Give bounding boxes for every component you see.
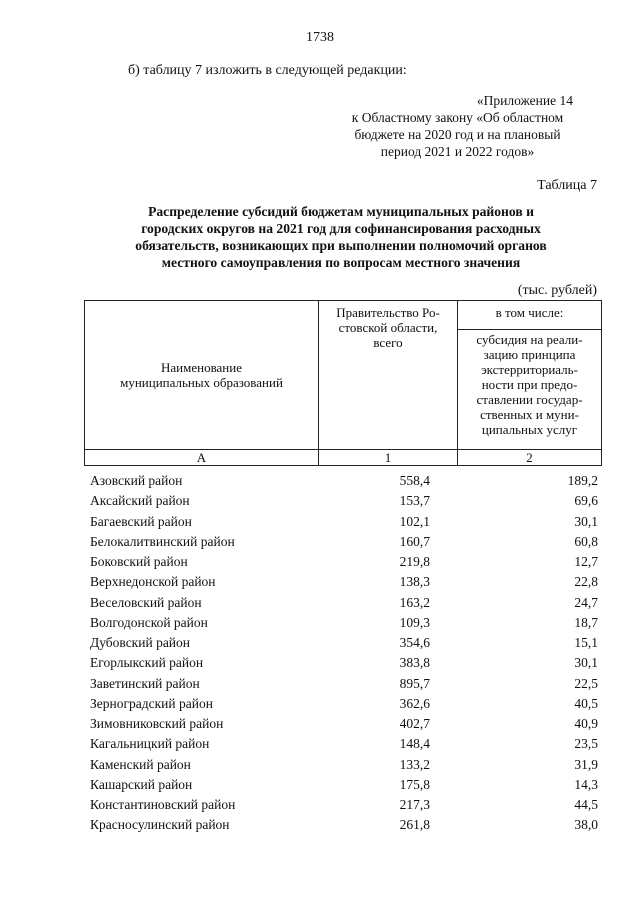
title-line: городских округов на 2021 год для софинансирования расходных — [141, 221, 541, 236]
district-name: Боковский район — [90, 554, 188, 569]
district-name: Багаевский район — [90, 513, 192, 529]
subsidy-value: 18,7 — [574, 614, 598, 630]
total-value: 402,7 — [399, 716, 430, 731]
header-subsidy-line: ставлении государ- — [476, 392, 583, 407]
title-line: местного самоуправления по вопросам местного значения — [161, 255, 521, 270]
total-value: 175,8 — [399, 776, 430, 792]
district-name: Верхнедонской район — [90, 574, 216, 590]
table-row — [84, 694, 602, 714]
header-name-line: Наименование — [161, 360, 242, 375]
table-row — [84, 674, 602, 694]
header-subsidy-line: ности при предо- — [481, 377, 578, 392]
subsidy-value: 23,5 — [574, 736, 598, 752]
header-including-cell: в том числе: — [458, 301, 602, 330]
intro-text: б) таблицу 7 изложить в следующей редакции: — [128, 63, 407, 78]
district-name: Веселовский район — [90, 594, 202, 610]
total-value: 160,7 — [399, 533, 430, 549]
title-line: Распределение субсидий бюджетам муниципальных районов и — [148, 204, 534, 219]
header-subsidy-line: субсидия на реали- — [476, 332, 583, 347]
total-value: 109,3 — [399, 614, 430, 630]
district-name: Зимовниковский район — [90, 716, 224, 731]
subsidy-value: 22,5 — [574, 675, 598, 691]
table-number: Таблица 7 — [537, 178, 597, 193]
header-name-cell — [85, 301, 319, 450]
appendix-line: к Областному закону «Об областном — [351, 110, 564, 125]
table-row — [84, 572, 602, 592]
table-row — [84, 633, 602, 653]
table-row — [84, 552, 602, 572]
table-header — [84, 300, 602, 466]
district-name: Красносулинский район — [90, 817, 230, 833]
header-total-cell — [319, 301, 458, 450]
table-body — [84, 471, 602, 836]
appendix-line: период 2021 и 2022 годов» — [380, 144, 535, 159]
subsidy-value: 38,0 — [574, 817, 598, 833]
header-subsidy-line: ципальных услуг — [481, 422, 578, 437]
subsidy-value: 15,1 — [574, 635, 598, 650]
total-value: 219,8 — [399, 554, 430, 569]
total-value: 383,8 — [399, 655, 430, 671]
table-row — [84, 471, 602, 491]
subsidy-value: 40,9 — [574, 716, 598, 731]
header-total-line: Правительство Ро- — [336, 305, 440, 320]
table-row — [84, 775, 602, 795]
column-label-1: 1 — [319, 450, 458, 466]
total-value: 895,7 — [399, 675, 430, 691]
subsidy-value: 22,8 — [574, 574, 598, 590]
total-value: 354,6 — [399, 635, 430, 650]
header-subsidy-line: ственных и муни- — [480, 407, 579, 422]
column-label-2: 2 — [458, 450, 602, 466]
subsidy-value: 60,8 — [574, 533, 598, 549]
appendix-reference — [330, 92, 585, 160]
district-name: Заветинский район — [90, 675, 200, 691]
district-name: Каменский район — [90, 756, 191, 772]
table-row — [84, 512, 602, 532]
total-value: 163,2 — [399, 594, 430, 610]
table-row — [84, 593, 602, 613]
header-name-line: муниципальных образований — [120, 375, 283, 390]
district-name: Кашарский район — [90, 776, 193, 792]
total-value: 261,8 — [399, 817, 430, 833]
table-row — [84, 491, 602, 511]
subsidy-value: 14,3 — [574, 776, 598, 792]
header-subsidy-line: зацию принципа — [483, 347, 576, 362]
subsidy-value: 44,5 — [574, 797, 598, 812]
total-value: 558,4 — [399, 473, 430, 488]
subsidy-value: 30,1 — [574, 513, 598, 529]
district-name: Егорлыкский район — [90, 655, 204, 671]
subsidy-value: 40,5 — [574, 695, 598, 711]
subsidy-value: 31,9 — [574, 756, 598, 772]
table-row — [84, 795, 602, 815]
header-total-line: всего — [373, 335, 403, 350]
subsidy-value: 69,6 — [574, 493, 598, 509]
subsidy-value: 24,7 — [574, 594, 598, 610]
total-value: 138,3 — [399, 574, 430, 590]
table-row — [84, 714, 602, 734]
district-name: Азовский район — [90, 473, 183, 488]
table-row — [84, 532, 602, 552]
page-number: 1738 — [306, 30, 334, 45]
district-name: Константиновский район — [90, 797, 236, 812]
district-name: Зерноградский район — [90, 695, 213, 711]
title-line: обязательств, возникающих при выполнении полномочий органов — [135, 238, 547, 253]
units-label: (тыс. рублей) — [517, 283, 597, 298]
subsidy-value: 12,7 — [574, 554, 598, 569]
appendix-line: «Приложение 14 — [476, 93, 573, 108]
district-name: Белокалитвинский район — [90, 533, 235, 549]
table-row — [84, 613, 602, 633]
district-name: Дубовский район — [90, 635, 191, 650]
district-name: Волгодонской район — [90, 614, 208, 630]
total-value: 102,1 — [399, 513, 430, 529]
column-label-a: А — [85, 450, 319, 466]
header-subsidy-line: экстерриториаль- — [481, 362, 578, 377]
appendix-line: бюджете на 2020 год и на плановый — [354, 127, 561, 142]
header-total-line: стовской области, — [338, 320, 438, 335]
table-row — [84, 734, 602, 754]
table-title — [85, 203, 597, 271]
subsidy-value: 30,1 — [574, 655, 598, 671]
total-value: 148,4 — [399, 736, 430, 752]
total-value: 217,3 — [399, 797, 430, 812]
district-name: Кагальницкий район — [90, 736, 210, 752]
total-value: 362,6 — [399, 695, 430, 711]
table-row — [84, 653, 602, 673]
header-subsidy-cell — [458, 330, 602, 450]
total-value: 153,7 — [399, 493, 430, 509]
table-row — [84, 755, 602, 775]
table-row — [84, 815, 602, 835]
subsidy-value: 189,2 — [567, 473, 598, 488]
total-value: 133,2 — [399, 756, 430, 772]
district-name: Аксайский район — [90, 493, 190, 509]
